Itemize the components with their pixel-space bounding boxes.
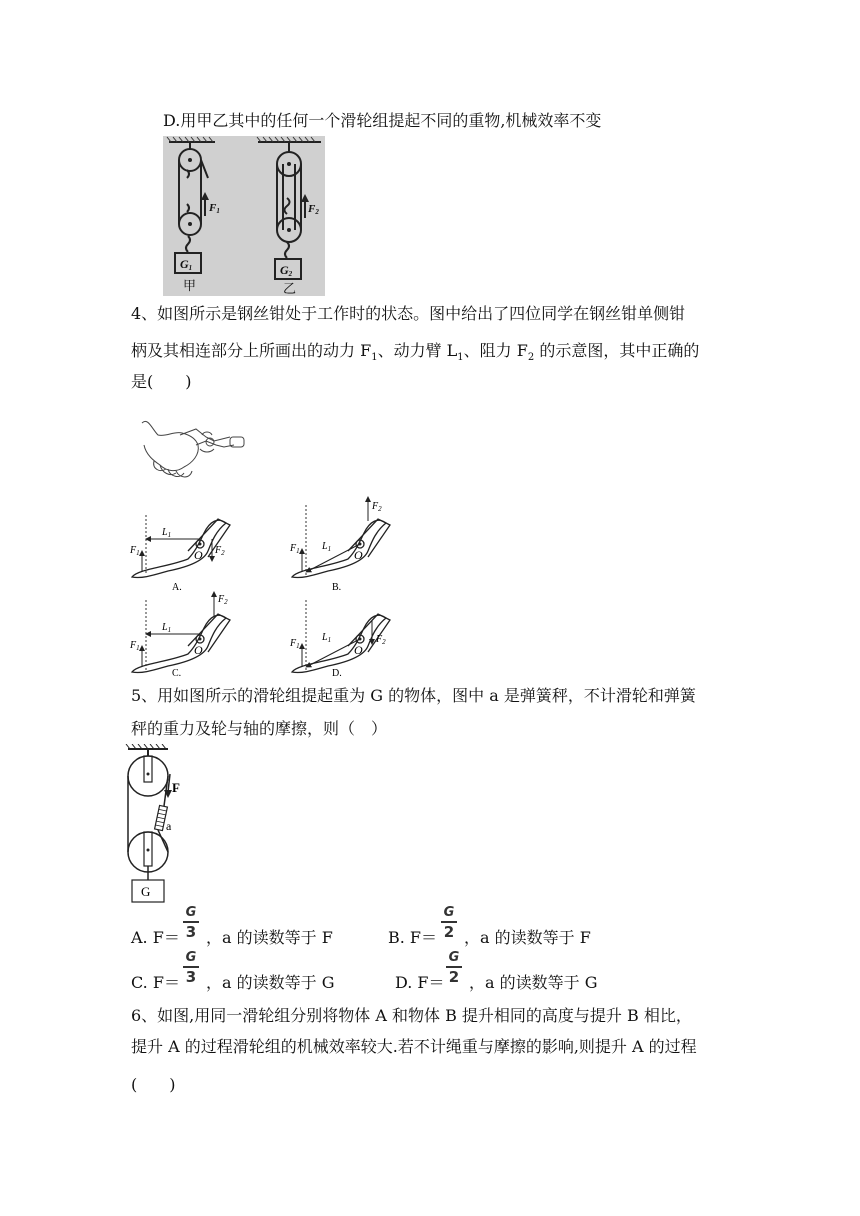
svg-text:O: O <box>194 643 203 657</box>
q5-scale-label: a <box>166 819 172 833</box>
svg-text:F1: $F_1$ <box>130 640 140 652</box>
pliers-diagram-a <box>129 515 230 593</box>
svg-text:F1: $F_1$ <box>130 545 140 557</box>
q3-right-caption: 乙 <box>283 281 297 296</box>
svg-text:L1: $L_1$ <box>162 527 172 539</box>
q3-right-force-label: F2 <box>308 203 319 216</box>
q5-line-1: 5、用如图所示的滑轮组提起重为 G 的物体，图中 a 是弹簧秤，不计滑轮和弹簧 <box>131 686 696 705</box>
q3-right-weight-label: G2 <box>280 263 293 278</box>
pliers-diagram-c <box>129 594 230 679</box>
q3-left-weight-label: G1 <box>180 257 193 272</box>
pliers-diagrams <box>118 495 398 685</box>
q6-line-2: 提升 A 的过程滑轮组的机械效率较大.若不计绳重与摩擦的影响,则提升 A 的过程 <box>131 1037 697 1056</box>
q4-line-1: 4、如图所示是钢丝钳处于工作时的状态。图中给出了四位同学在钢丝钳单侧钳 <box>131 304 686 323</box>
svg-text:L1: $L_1$ <box>322 632 332 644</box>
pliers-hand-figure <box>140 415 250 485</box>
svg-text:B.: B. <box>332 582 342 593</box>
svg-text:L1: $L_1$ <box>162 622 172 634</box>
pliers-diagram-d <box>289 600 390 679</box>
q3-left-caption: 甲 <box>183 278 197 293</box>
q6-line-3: ( ) <box>131 1075 176 1094</box>
q3-left-force-label: F1 <box>209 202 220 215</box>
svg-text:F1: $F_1$ <box>290 543 300 555</box>
svg-text:F2: $F_2$ <box>218 594 228 606</box>
pulley-figure-jia-yi <box>163 136 325 296</box>
svg-text:F2: $F_2$ <box>215 545 225 557</box>
svg-text:D.: D. <box>332 668 342 679</box>
svg-text:A.: A. <box>172 582 182 593</box>
q5-force-label: F <box>172 780 180 795</box>
svg-text:O: O <box>354 548 363 562</box>
q4-line-3: 是( ) <box>131 372 192 391</box>
document-page: D.用甲乙其中的任何一个滑轮组提起不同的重物,机械效率不变 F1 G1 甲 F2 G2 乙 4、如图所示是钢丝钳处于工作时的状态。图中给出了四位同学在钢丝钳单侧钳 柄及其相连部分上所画出的动力 $F_1$、动力臂 $L_1$、阻力 $F_2$ 的示意图，其中正确的 是( ) $F_1$ $L_1$ $F_2$ O A. $F_1$ $L_1$ $F_2$ O B. $F_1$ $L_1$ $F_2$ O C. $F_1$ $L_1$ $F_2$ O D. 5、用如图所示的滑轮组提起重为 G 的物体，图中 a 是弹簧秤，不计滑轮和弹簧 秤的重力及轮与轴的摩擦，则（ ） F a G A. F＝ G 3 ，a 的读数等于 F B. F＝ G 2 ，a 的读数等于 F C. F＝ G 3 ，a 的读数等于 G D. F＝ G 2 ，a 的读数等于 G 6、如图,用同一滑轮组分别将物体 A 和物体 B 提升相同的高度与提升 B 相比， 提升 A 的过程滑轮组的机械效率较大.若不计绳重与摩擦的影响,则提升 A 的过程 ( ) <box>0 0 860 1216</box>
q3-option-d: D.用甲乙其中的任何一个滑轮组提起不同的重物,机械效率不变 <box>163 111 602 130</box>
svg-text:C.: C. <box>172 668 182 679</box>
q5-line-2: 秤的重力及轮与轴的摩擦，则（ ） <box>131 719 388 738</box>
svg-text:F1: $F_1$ <box>290 638 300 650</box>
q6-line-1: 6、如图,用同一滑轮组分别将物体 A 和物体 B 提升相同的高度与提升 B 相比， <box>131 1006 692 1025</box>
svg-text:O: O <box>354 643 363 657</box>
pulley-spring-scale-figure <box>124 744 194 904</box>
svg-text:F2: $F_2$ <box>376 634 386 646</box>
q4-line-2: 柄及其相连部分上所画出的动力 $F_1$、动力臂 $L_1$、阻力 $F_2$ 的示意图，其中正确的 <box>131 341 700 364</box>
q5-weight-label: G <box>141 884 151 899</box>
svg-text:F2: $F_2$ <box>372 501 382 513</box>
svg-text:O: O <box>194 548 203 562</box>
svg-text:L1: $L_1$ <box>322 541 332 553</box>
pliers-diagram-b <box>289 499 390 593</box>
